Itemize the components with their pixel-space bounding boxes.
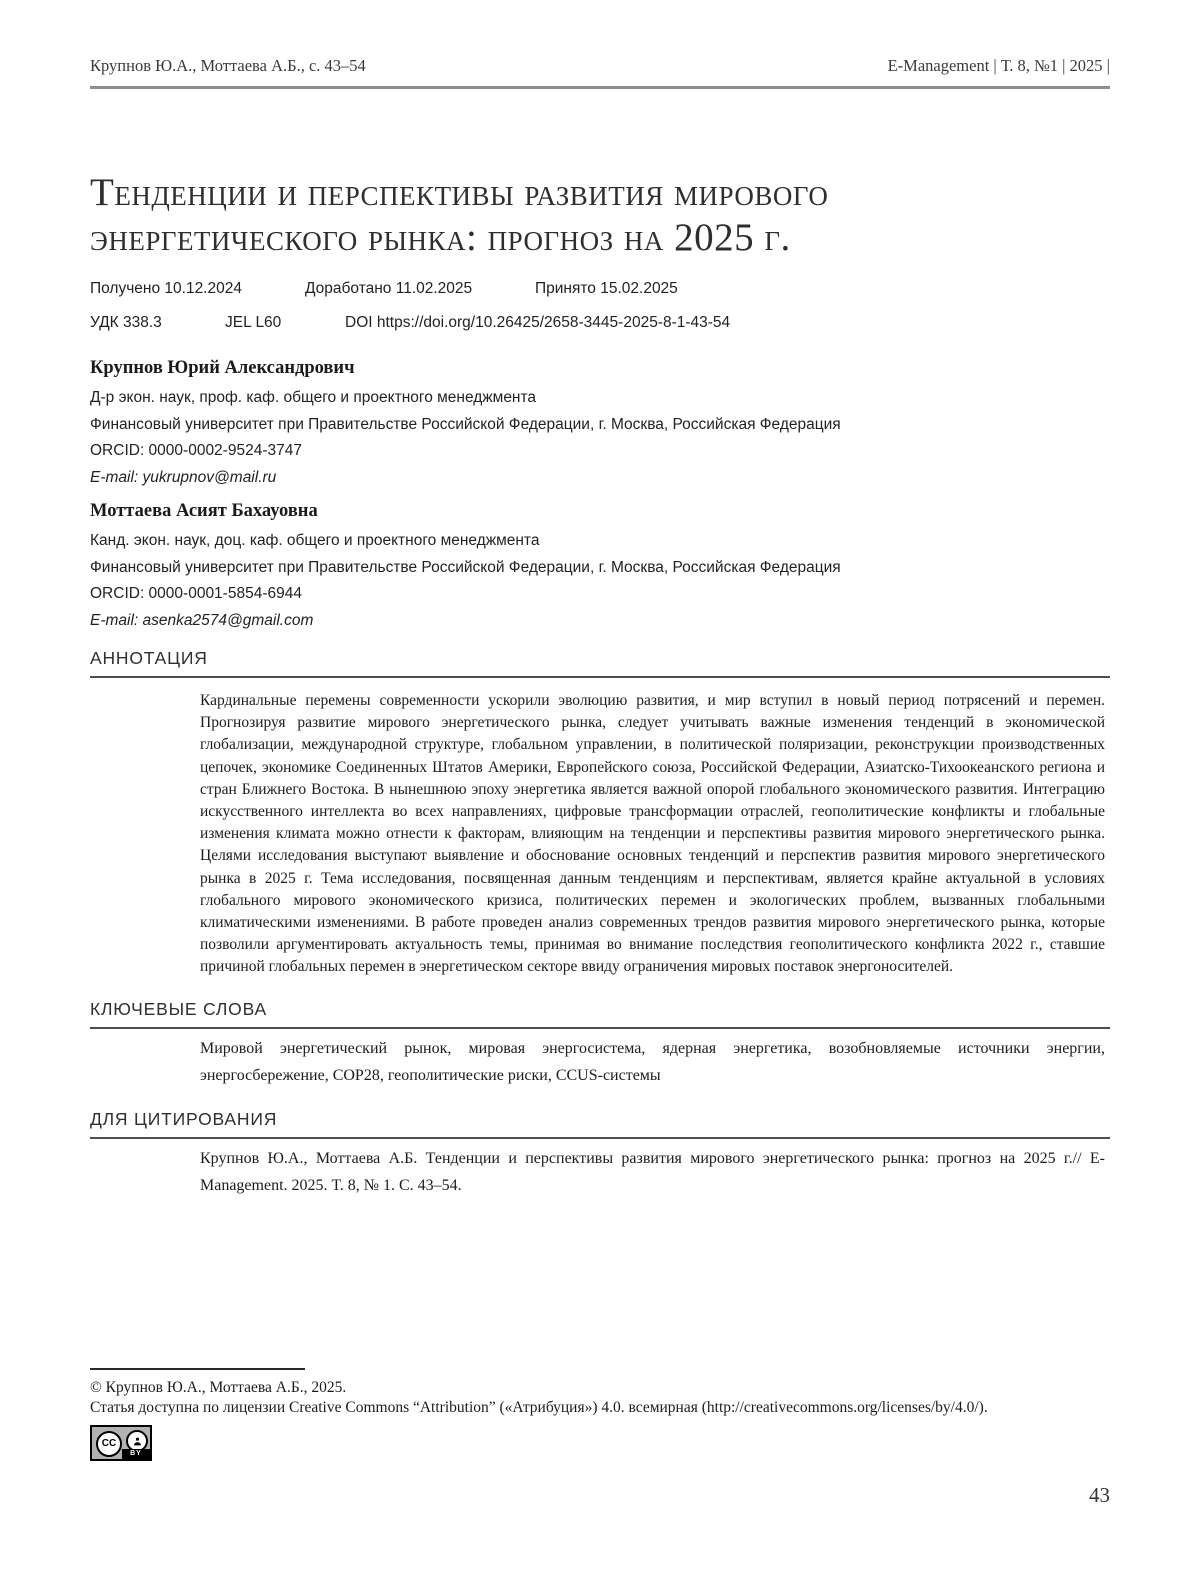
author-details bbox=[90, 528, 1110, 634]
meta-revised: Доработано 11.02.2025 bbox=[305, 280, 473, 297]
running-head-journal: E-Management | Т. 8, №1 | 2025 | bbox=[887, 56, 1110, 75]
abstract-heading: АННОТАЦИЯ bbox=[90, 648, 1110, 678]
dates-row bbox=[90, 280, 1110, 298]
meta-received: Получено 10.12.2024 bbox=[90, 280, 242, 297]
cc-by-badge bbox=[90, 1425, 152, 1461]
author-degree: Д-р экон. наук, проф. каф. общего и проектного менеджмента bbox=[90, 389, 537, 406]
running-head bbox=[90, 56, 1110, 76]
article-title: Тенденции и перспективы развития мирового энергетического рынка: прогноз на 2025 г. bbox=[90, 171, 829, 259]
author-email: E-mail: yukrupnov@mail.ru bbox=[90, 468, 277, 486]
author-orcid: ORCID: 0000-0001-5854-6944 bbox=[90, 585, 302, 602]
author-email: E-mail: asenka2574@gmail.com bbox=[90, 611, 314, 629]
citation-heading: ДЛЯ ЦИТИРОВАНИЯ bbox=[90, 1109, 1110, 1139]
header-rule bbox=[90, 86, 1110, 89]
keywords-text: Мировой энергетический рынок, мировая энергосистема, ядерная энергетика, возобновляемые источники энергии, энергосбережение, COP28, геополитические риски, CCUS-системы bbox=[200, 1039, 1105, 1084]
author-name: Крупнов Юрий Александрович bbox=[90, 358, 355, 378]
footnote-rule bbox=[90, 1368, 305, 1370]
page-content bbox=[0, 170, 1200, 1199]
codes-row bbox=[90, 314, 1110, 332]
author-block bbox=[90, 501, 1110, 634]
author-name: Моттаева Асият Бахауовна bbox=[90, 501, 318, 521]
meta-accepted: Принято 15.02.2025 bbox=[535, 280, 678, 297]
keywords-heading: КЛЮЧЕВЫЕ СЛОВА bbox=[90, 999, 1110, 1029]
cc-icon bbox=[96, 1431, 122, 1457]
author-degree: Канд. экон. наук, доц. каф. общего и проектного менеджмента bbox=[90, 532, 540, 549]
meta-doi: DOI https://doi.org/10.26425/2658-3445-2025-8-1-43-54 bbox=[345, 314, 731, 331]
license-line: Статья доступна по лицензии Creative Commons “Attribution” («Атрибуция») 4.0. всемирная (http://creativecommons.org/licenses/by/4.0/). bbox=[90, 1399, 988, 1416]
by-label: BY bbox=[122, 1449, 150, 1459]
running-head-authors: Крупнов Ю.А., Моттаева А.Б., с. 43–54 bbox=[90, 56, 366, 75]
footnote bbox=[90, 1368, 1110, 1461]
copyright-line: © Крупнов Ю.А., Моттаева А.Б., 2025. bbox=[90, 1379, 347, 1396]
citation-text: Крупнов Ю.А., Моттаева А.Б. Тенденции и перспективы развития мирового энергетического рынка: прогноз на 2025 г.// E-Management. 2025. Т. 8, № 1. С. 43–54. bbox=[200, 1149, 1105, 1194]
author-details bbox=[90, 385, 1110, 491]
abstract-text: Кардинальные перемены современности ускорили эволюцию развития, и мир вступил в новый период потрясений и перемен. Прогнозируя развитие мирового энергетического рынка, следует учитывать важные изменения тенденций в экономической глобализации, международной структуре, глобальном управлении, в политической поляризации, реконструкции производственных цепочек, экономике Соединенных Штатов Америки, Европейского союза, Российской Федерации, Азиатско-Тихоокеанского региона и стран Ближнего Востока. В нынешнюю эпоху энергетика является важной опорой глобального экономического развития. Интеграцию искусственного интеллекта во всех направлениях, цифровые трансформации отраслей, геополитические конфликты и глобальные изменения климата можно отнести к факторам, влияющим на тенденции и перспективы развития мирового энергетического рынка. Целями исследования выступают выявление и обоснование основных тенденций и перспектив развития мирового энергетического рынка в 2025 г. Тема исследования, посвященная данным тенденциям и перспективам, является крайне актуальной в условиях глобального мирового экономического кризиса, политических перемен и экологических проблем, вызванных глобальными климатическими изменениями. В работе проведен анализ современных трендов развития мирового энергетического рынка, которые позволили аргументировать актуальность темы, принимая во внимание последствия геополитического конфликта 2022 г., ставшие причиной глобальных перемен в энергетическом секторе ввиду ограничения мировых поставок энергоносителей. bbox=[200, 692, 1105, 976]
meta-udc: УДК 338.3 bbox=[90, 314, 162, 331]
author-affiliation: Финансовый университет при Правительстве Российской Федерации, г. Москва, Российская Федерация bbox=[90, 415, 841, 433]
author-orcid: ORCID: 0000-0002-9524-3747 bbox=[90, 442, 302, 459]
meta-jel: JEL L60 bbox=[225, 314, 282, 331]
cc-icon-label: CC bbox=[101, 1438, 117, 1449]
author-affiliation: Финансовый университет при Правительстве Российской Федерации, г. Москва, Российская Федерация bbox=[90, 558, 841, 576]
page-number: 43 bbox=[1089, 1483, 1110, 1507]
author-block bbox=[90, 358, 1110, 491]
